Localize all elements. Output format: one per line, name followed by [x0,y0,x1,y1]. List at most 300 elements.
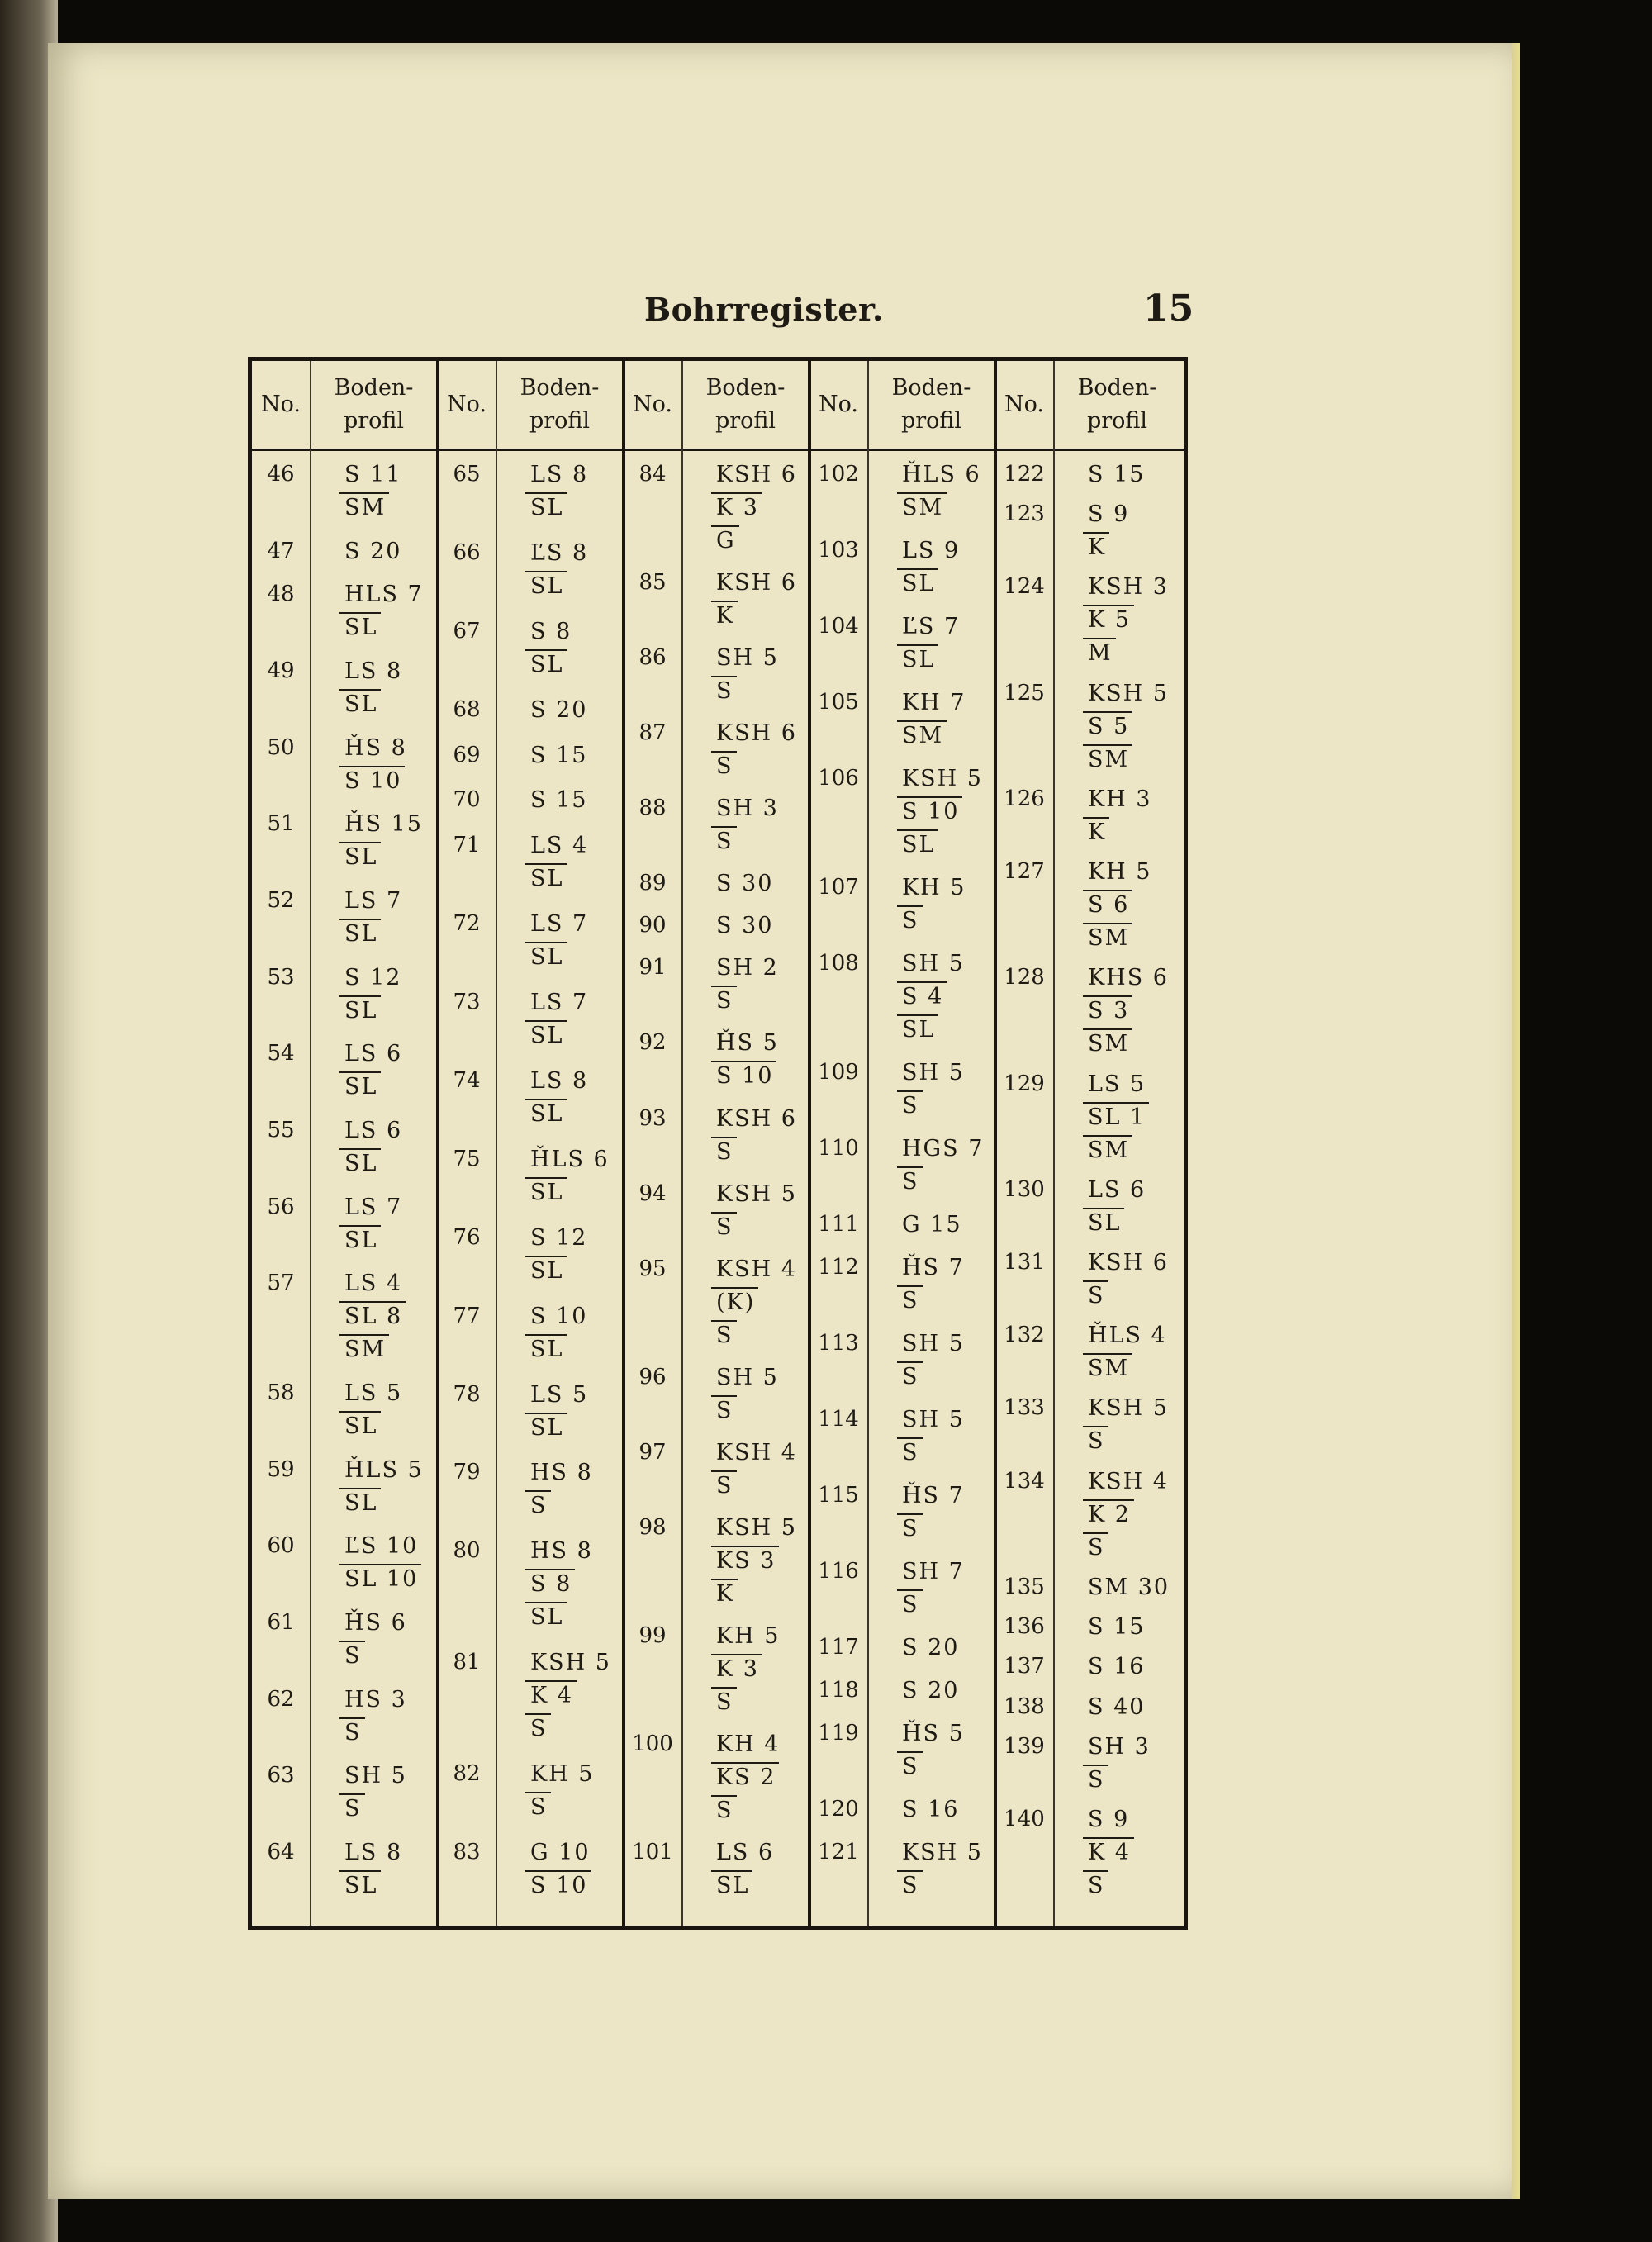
soil-layer-below: SL [530,1179,564,1205]
bore-number: 89 [638,871,667,896]
soil-layer-top: S 15 [1088,1614,1146,1641]
bore-number: 67 [453,618,481,644]
soil-layer-top: LS 4 [530,833,589,859]
soil-layer-below: S [902,1754,919,1779]
bore-number: 133 [1004,1395,1045,1421]
soil-layer-below: K [716,1580,735,1607]
soil-layer-below: SM [1088,1137,1130,1163]
soil-layer-top: SH 5 [716,1364,779,1390]
bore-number: 49 [267,658,295,683]
page-edge [1512,43,1520,2199]
soil-layer-top: LS 6 [1088,1176,1146,1203]
bore-number: 51 [267,811,295,837]
soil-layer-top: S 16 [1088,1654,1146,1680]
soil-layer-top: S 15 [530,742,588,768]
soil-layer-top: KH 7 [902,690,966,715]
soil-layer-top: SH 5 [902,1060,965,1085]
soil-layer-top: SH 3 [1088,1733,1151,1760]
bore-number: 54 [267,1041,295,1066]
soil-layer-below: S [902,1873,919,1898]
soil-layer-top: SM 30 [1088,1574,1170,1600]
bore-number: 135 [1004,1574,1045,1599]
soil-layer-top: ȞLS 5 [344,1456,424,1483]
bore-number: 70 [453,787,481,813]
bore-number: 136 [1004,1614,1045,1640]
soil-layer-below: S [902,1516,919,1541]
soil-layer-below: SM [1088,925,1130,952]
group-divider [436,361,439,1926]
header-no: No. [633,392,672,417]
bore-number: 46 [267,462,295,487]
soil-layer-below: S [716,1689,733,1715]
running-head: Bohrregister. [644,291,884,328]
soil-layer-below: S [716,988,733,1014]
soil-layer-below: S [716,1797,733,1823]
bore-number: 56 [267,1194,295,1219]
soil-layer-top: ȞLS 6 [530,1146,610,1172]
soil-layer-top: S 15 [530,787,588,814]
header-bodenprofil [1053,361,1181,449]
soil-layer-top: S 20 [530,696,588,723]
soil-layer-below: SM [1088,1356,1130,1382]
bore-number: 112 [818,1255,859,1280]
soil-layer-below: (K) [716,1289,756,1315]
soil-layer-top: ĽS 8 [530,539,589,566]
bore-number: 76 [453,1224,481,1250]
soil-layer-top: HS 8 [530,1538,593,1565]
soil-layer-below: SL [344,844,378,871]
header-bodenprofil-line1: Boden- [520,375,600,401]
soil-layer-top: KSH 4 [1088,1468,1169,1494]
soil-layer-below: SL [344,997,378,1024]
soil-layer-below: SL [344,1227,378,1253]
soil-layer-below: SL 10 [344,1566,419,1593]
bore-number: 57 [267,1271,295,1296]
soil-layer-top: KSH 5 [902,766,983,791]
header-bodenprofil [310,361,438,449]
soil-layer-below: S [716,678,733,705]
soil-layer-below: S 4 [902,984,944,1009]
soil-layer-top: KH 4 [716,1731,781,1757]
soil-layer-below: SL [902,647,936,672]
bore-number: 53 [267,964,295,990]
bore-number: 115 [818,1483,859,1508]
soil-layer-below: SL [344,1873,378,1898]
bore-number: 61 [267,1610,295,1635]
bore-number: 120 [818,1797,859,1822]
soil-layer-below: SL [344,1074,378,1100]
bore-number: 93 [638,1105,667,1131]
bore-number: 122 [1004,462,1045,487]
bore-number: 78 [453,1381,481,1407]
soil-layer-below: SL [530,1257,564,1284]
bore-number: 82 [453,1761,481,1787]
soil-layer-below: SL [344,691,378,717]
soil-layer-below: K 4 [530,1683,573,1709]
no-column-divider [867,361,869,1926]
bore-number: 68 [453,696,481,722]
no-column-divider [310,361,311,1926]
bore-number: 65 [453,462,481,487]
soil-layer-top: LS 5 [530,1381,589,1408]
bore-number: 98 [638,1514,667,1540]
soil-layer-top: S 15 [1088,462,1146,487]
bore-number: 119 [818,1721,859,1746]
soil-layer-top: S 30 [716,913,774,939]
soil-layer-below: SL [530,1023,564,1049]
bore-number: 130 [1004,1176,1045,1202]
soil-layer-below: SL [530,572,564,599]
soil-layer-top: HGS 7 [902,1136,985,1161]
soil-layer-below: SL [530,1101,564,1127]
bore-number: 69 [453,742,481,767]
soil-layer-below: M [1088,640,1113,667]
bore-number: 111 [818,1212,859,1237]
soil-layer-below: S 10 [716,1063,774,1090]
header-bodenprofil-line2: profil [529,408,591,434]
soil-layer-below: SM [1088,746,1130,772]
soil-layer-top: LS 8 [530,462,589,487]
soil-layer-below: S [1088,1766,1105,1793]
bore-number: 132 [1004,1323,1045,1348]
soil-layer-top: LS 8 [530,1068,589,1094]
soil-layer-top: S 9 [1088,1807,1130,1832]
header-bodenprofil-line1: Boden- [334,375,414,401]
soil-layer-top: KH 5 [716,1622,781,1649]
soil-layer-top: KSH 5 [716,1180,797,1207]
soil-layer-below: S [716,1397,733,1423]
bore-number: 107 [818,875,859,900]
soil-layer-top: KH 5 [902,875,966,900]
soil-layer-top: S 9 [1088,501,1130,528]
soil-layer-top: KH 3 [1088,786,1152,812]
bore-number: 80 [453,1538,481,1564]
soil-layer-top: LS 7 [344,888,403,914]
header-no: No. [447,392,487,417]
soil-layer-top: KSH 6 [716,570,797,596]
soil-layer-below: S [902,1440,919,1465]
soil-layer-below: S [902,1592,919,1617]
soil-layer-below: S [530,1493,548,1519]
soil-layer-below: S [902,908,919,933]
soil-layer-below: S [530,1794,548,1821]
bore-number: 113 [818,1331,859,1356]
soil-layer-below: S [716,1322,733,1348]
soil-layer-below: S [1088,1873,1105,1898]
soil-layer-top: ȞS 8 [344,734,407,761]
soil-layer-below: K [1088,819,1107,845]
soil-layer-below: S 8 [530,1571,572,1598]
bore-number: 109 [818,1060,859,1085]
bore-number: 108 [818,951,859,976]
soil-layer-below: SL [530,944,564,971]
soil-layer-top: KSH 5 [902,1840,983,1865]
soil-layer-below: SL [344,1413,378,1439]
bore-number: 73 [453,990,481,1015]
soil-layer-below: S [902,1288,919,1313]
soil-layer-below: SL [1088,1209,1122,1236]
soil-layer-below: S [1088,1534,1105,1560]
soil-layer-top: S 20 [902,1678,960,1703]
soil-layer-below: SL [530,1604,564,1631]
header-bodenprofil [867,361,995,449]
bore-number: 131 [1004,1250,1045,1275]
header-no: No. [261,392,301,417]
bore-number: 125 [1004,680,1045,705]
bore-number: 50 [267,734,295,760]
soil-layer-top: LS 4 [344,1271,403,1297]
no-column-divider [681,361,683,1926]
soil-layer-top: LS 7 [344,1194,403,1220]
bore-number: 71 [453,833,481,858]
soil-layer-top: LS 6 [716,1840,775,1865]
soil-layer-below: SM [1088,1031,1130,1057]
bore-number: 72 [453,911,481,937]
soil-layer-top: KSH 6 [716,462,797,487]
soil-layer-top: G 15 [902,1212,962,1237]
page-number: 15 [1143,287,1194,330]
soil-layer-top: S 20 [902,1635,960,1660]
bore-number: 92 [638,1030,667,1056]
soil-layer-below: S [344,1719,362,1746]
soil-layer-below: SL [530,866,564,892]
soil-layer-below: S [716,1472,733,1499]
soil-layer-below: SL [902,571,936,596]
soil-layer-below: S [716,753,733,780]
soil-layer-below: SL 1 [1088,1104,1146,1130]
bore-number: 79 [453,1460,481,1485]
header-bodenprofil-line2: profil [900,408,962,434]
soil-layer-top: KSH 6 [716,1105,797,1132]
soil-layer-below: K 5 [1088,607,1131,634]
soil-layer-top: KSH 3 [1088,574,1169,601]
soil-layer-below: S 10 [344,767,402,794]
bore-number: 140 [1004,1807,1045,1831]
bore-number: 129 [1004,1071,1045,1096]
header-bodenprofil [496,361,624,449]
soil-layer-below: S [344,1643,362,1669]
soil-layer-top: LS 5 [344,1380,403,1406]
bore-number: 48 [267,582,295,607]
soil-layer-top: LS 6 [344,1118,403,1143]
soil-layer-below: S 10 [902,799,960,824]
bore-number: 126 [1004,786,1045,811]
no-column-divider [496,361,497,1926]
soil-layer-below: S [1088,1428,1105,1455]
soil-layer-top: KH 5 [1088,859,1152,886]
bore-number: 102 [818,462,859,487]
bore-number: 139 [1004,1733,1045,1759]
soil-layer-below: SL [530,651,564,677]
bore-number: 88 [638,796,667,821]
soil-layer-top: S 11 [344,462,402,487]
soil-layer-below: SL [530,1336,564,1362]
soil-layer-top: SH 5 [902,1407,965,1432]
header-no: No. [819,392,858,417]
soil-layer-below: SL [716,1873,750,1898]
soil-layer-below: K 3 [716,1655,759,1682]
soil-layer-top: KSH 5 [530,1650,611,1676]
soil-layer-below: SL [902,832,936,857]
bore-number: 123 [1004,501,1045,527]
soil-layer-top: SH 3 [716,796,779,822]
bore-number: 83 [453,1840,481,1864]
soil-layer-below: SL [344,615,378,641]
soil-layer-top: KSH 5 [1088,1395,1169,1422]
soil-layer-top: KH 5 [530,1761,595,1788]
bore-number: 84 [638,462,667,487]
soil-layer-below: S [530,1716,548,1742]
bore-number: 101 [632,1840,673,1864]
soil-layer-top: LS 5 [1088,1071,1146,1097]
bore-number: 104 [818,614,859,639]
bore-number: 116 [818,1559,859,1584]
bore-number: 117 [818,1635,859,1660]
soil-layer-top: ȞS 6 [344,1610,407,1636]
bore-number: 97 [638,1439,667,1465]
bore-number: 121 [818,1840,859,1864]
bore-number: 62 [267,1686,295,1712]
bore-number: 58 [267,1380,295,1405]
soil-layer-top: S 12 [530,1224,588,1251]
soil-layer-below: SL 8 [344,1304,403,1330]
group-divider [808,361,811,1926]
bore-number: 118 [818,1678,859,1703]
soil-layer-top: HS 3 [344,1686,407,1712]
soil-layer-below: S [344,1796,362,1822]
soil-layer-top: LS 8 [344,1840,403,1865]
bore-number: 124 [1004,574,1045,600]
soil-layer-top: ĽS 7 [902,614,961,639]
bore-number: 86 [638,645,667,671]
soil-layer-below: K 2 [1088,1501,1131,1527]
soil-layer-top: LS 6 [344,1041,403,1067]
soil-layer-below: K [1088,534,1107,561]
soil-layer-top: S 12 [344,964,402,990]
soil-layer-top: ĽS 10 [344,1533,419,1560]
soil-layer-top: LS 9 [902,538,961,563]
bore-number: 64 [267,1840,295,1864]
soil-layer-top: SH 5 [716,645,779,672]
soil-layer-top: KSH 5 [1088,680,1169,706]
soil-layer-below: K 4 [1088,1840,1131,1865]
soil-layer-top: ȞLS 6 [902,462,981,487]
soil-layer-below: KS 3 [716,1547,776,1574]
soil-layer-top: LS 8 [344,658,403,684]
bore-number: 63 [267,1763,295,1788]
bore-number: 137 [1004,1654,1045,1679]
soil-layer-top: LS 7 [530,990,589,1016]
soil-layer-top: SH 5 [902,951,965,976]
header-bodenprofil-line2: profil [1086,408,1148,434]
bore-number: 81 [453,1650,481,1675]
bore-number: 75 [453,1146,481,1171]
soil-layer-below: S 10 [530,1873,588,1898]
soil-layer-below: S [902,1093,919,1119]
soil-layer-top: S 8 [530,618,572,644]
bore-number: 100 [632,1731,673,1756]
bore-number: 128 [1004,965,1045,990]
bore-number: 114 [818,1407,859,1432]
soil-layer-top: SH 5 [344,1763,407,1789]
soil-layer-below: SM [902,723,944,748]
bore-number: 59 [267,1456,295,1482]
soil-layer-below: S 6 [1088,892,1130,919]
soil-layer-top: KSH 6 [1088,1250,1169,1275]
soil-layer-below: G [716,528,736,553]
bore-number: 99 [638,1622,667,1648]
no-column-divider [1053,361,1055,1926]
soil-layer-below: SL [344,1151,378,1176]
soil-layer-top: LS 7 [530,911,589,938]
header-bodenprofil-line2: profil [343,408,405,434]
bore-number: 91 [638,955,667,981]
header-bodenprofil-line2: profil [714,408,776,434]
soil-layer-below: S 3 [1088,998,1130,1024]
bore-number: 60 [267,1533,295,1559]
soil-layer-top: KSH 4 [716,1439,797,1465]
soil-layer-below: S [902,1169,919,1195]
bore-number: 66 [453,539,481,565]
soil-layer-below: SM [344,495,387,520]
soil-layer-top: SH 5 [902,1331,965,1356]
bore-number: 74 [453,1068,481,1093]
soil-layer-top: ȞS 5 [716,1030,779,1057]
bore-number: 110 [818,1136,859,1161]
soil-layer-below: S [716,829,733,855]
bore-number: 85 [638,570,667,596]
soil-layer-below: K [716,603,735,629]
soil-layer-below: SL [530,495,564,520]
soil-layer-below: S [716,1138,733,1165]
bore-number: 96 [638,1364,667,1389]
header-no: No. [1004,392,1044,417]
soil-layer-top: S 40 [1088,1693,1146,1720]
bore-number: 94 [638,1180,667,1206]
soil-layer-top: SH 2 [716,955,779,981]
soil-layer-below: S 5 [1088,713,1130,739]
soil-layer-top: KHS 6 [1088,965,1169,991]
header-bodenprofil-line1: Boden- [1077,375,1157,401]
bore-number: 47 [267,538,295,563]
soil-layer-top: ȞS 7 [902,1255,965,1280]
soil-layer-top: HLS 7 [344,582,424,608]
bore-number: 52 [267,888,295,913]
soil-layer-below: S [716,1214,733,1240]
soil-layer-below: SL [902,1017,936,1043]
soil-layer-top: KSH 6 [716,720,797,747]
soil-layer-top: S 20 [344,538,402,564]
group-divider [622,361,625,1926]
soil-layer-below: SM [344,1337,387,1363]
soil-layer-top: KSH 4 [716,1256,797,1282]
bohrregister-table [248,357,1188,1930]
soil-layer-top: ȞS 15 [344,811,423,838]
bore-number: 55 [267,1118,295,1142]
bore-number: 127 [1004,859,1045,885]
bore-number: 103 [818,538,859,563]
soil-layer-below: S [1088,1283,1105,1309]
bore-number: 77 [453,1303,481,1328]
soil-layer-below: SL [344,921,378,947]
soil-layer-top: G 10 [530,1840,591,1865]
soil-layer-top: S 10 [530,1303,588,1329]
soil-layer-top: KSH 5 [716,1514,797,1541]
group-divider [994,361,997,1926]
header-bodenprofil [681,361,809,449]
soil-layer-below: KS 2 [716,1764,776,1790]
soil-layer-top: HS 8 [530,1460,593,1486]
